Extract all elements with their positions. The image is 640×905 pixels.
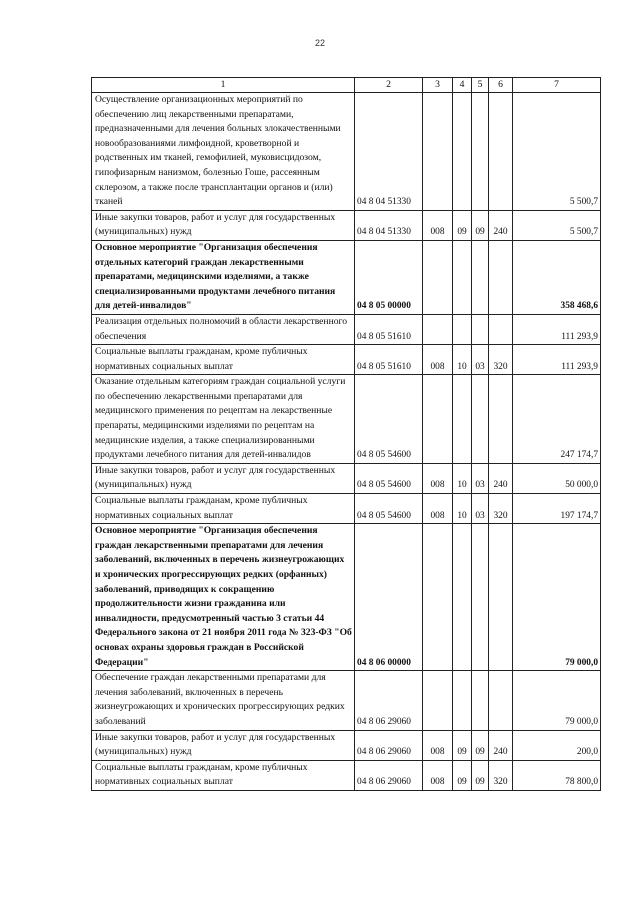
row-amount-cell: 5 500,7 — [513, 210, 601, 240]
row-expense-type-cell — [489, 524, 513, 671]
row-code-cell: 04 8 05 54600 — [355, 463, 423, 493]
row-department-cell — [423, 314, 453, 344]
row-section-cell: 09 — [453, 210, 472, 240]
row-code-cell: 04 8 06 29060 — [355, 760, 423, 790]
row-section-cell — [453, 314, 472, 344]
table-row — [92, 494, 601, 524]
table-header-row — [92, 78, 601, 93]
row-subsection-cell — [472, 240, 489, 314]
row-subsection-cell: 09 — [472, 210, 489, 240]
row-subsection-cell: 03 — [472, 463, 489, 493]
table-row — [92, 240, 601, 314]
row-department-cell — [423, 93, 453, 211]
row-code-cell: 04 8 05 54600 — [355, 494, 423, 524]
row-subsection-cell — [472, 314, 489, 344]
row-subsection-cell: 03 — [472, 494, 489, 524]
row-expense-type-cell — [489, 375, 513, 464]
row-name-cell: Иные закупки товаров, работ и услуг для государственных (муниципальных) нужд — [92, 463, 355, 493]
row-section-cell: 10 — [453, 345, 472, 375]
row-name-cell: Социальные выплаты гражданам, кроме публичных нормативных социальных выплат — [92, 760, 355, 790]
row-code-cell: 04 8 04 51330 — [355, 93, 423, 211]
row-expense-type-cell: 320 — [489, 345, 513, 375]
row-code-cell: 04 8 05 00000 — [355, 240, 423, 314]
row-department-cell — [423, 375, 453, 464]
header-cell-4: 4 — [453, 78, 472, 93]
header-cell-7: 7 — [513, 78, 601, 93]
row-name-cell: Реализация отдельных полномочий в области лекарственного обеспечения — [92, 314, 355, 344]
row-code-cell: 04 8 06 29060 — [355, 671, 423, 730]
row-expense-type-cell — [489, 240, 513, 314]
row-name-cell: Иные закупки товаров, работ и услуг для государственных (муниципальных) нужд — [92, 730, 355, 760]
table-row — [92, 730, 601, 760]
header-cell-6: 6 — [489, 78, 513, 93]
row-expense-type-cell — [489, 93, 513, 211]
row-code-cell: 04 8 05 51610 — [355, 314, 423, 344]
row-name-cell: Социальные выплаты гражданам, кроме публичных нормативных социальных выплат — [92, 345, 355, 375]
row-department-cell: 008 — [423, 730, 453, 760]
header-cell-1: 1 — [92, 78, 355, 93]
row-subsection-cell: 09 — [472, 730, 489, 760]
row-section-cell — [453, 93, 472, 211]
row-department-cell: 008 — [423, 345, 453, 375]
row-expense-type-cell: 320 — [489, 760, 513, 790]
table-row — [92, 760, 601, 790]
row-code-cell: 04 8 05 54600 — [355, 375, 423, 464]
row-section-cell: 09 — [453, 730, 472, 760]
table-body — [92, 78, 601, 791]
row-subsection-cell — [472, 671, 489, 730]
row-name-cell: Иные закупки товаров, работ и услуг для государственных (муниципальных) нужд — [92, 210, 355, 240]
row-amount-cell: 79 000,0 — [513, 671, 601, 730]
row-name-cell: Основное мероприятие "Организация обеспечения граждан лекарственными препаратами для лечения заболеваний, включенных в перечень жизнеугрожающих и хронических прогрессирующих редких (орфанных) заболеваний, приводящих к сокращению продолжительности жизни гражданина или инвалидности, предусмотренный частью 3 статьи 44 Федерального закона от 21 ноября 2011 года № 323-ФЗ "Об основах охраны здоровья граждан в Российской Федерации" — [92, 524, 355, 671]
row-code-cell: 04 8 06 00000 — [355, 524, 423, 671]
row-name-cell: Основное мероприятие "Организация обеспечения отдельных категорий граждан лекарственными препаратами, медицинскими изделиями, а также специализированными продуктами лечебного питания для детей-инвалидов" — [92, 240, 355, 314]
row-section-cell: 10 — [453, 494, 472, 524]
row-subsection-cell — [472, 93, 489, 211]
row-amount-cell: 197 174,7 — [513, 494, 601, 524]
table-row — [92, 524, 601, 671]
row-department-cell: 008 — [423, 463, 453, 493]
row-name-cell: Осуществление организационных мероприятий по обеспечению лиц лекарственными препаратами, предназначенными для лечения больных злокачественными новообразованиями лимфоидной, кроветворной и родственных им тканей, гемофилией, муковисцидозом, гипофизарным нанизмом, болезнью Гоше, рассеянным склерозом, а также после трансплантации органов и (или) тканей — [92, 93, 355, 211]
row-expense-type-cell — [489, 671, 513, 730]
row-expense-type-cell: 240 — [489, 730, 513, 760]
budget-table — [91, 77, 601, 791]
row-amount-cell: 79 000,0 — [513, 524, 601, 671]
header-cell-3: 3 — [423, 78, 453, 93]
row-amount-cell: 200,0 — [513, 730, 601, 760]
row-subsection-cell: 03 — [472, 345, 489, 375]
row-department-cell — [423, 524, 453, 671]
row-subsection-cell — [472, 524, 489, 671]
row-amount-cell: 78 800,0 — [513, 760, 601, 790]
header-cell-2: 2 — [355, 78, 423, 93]
table-row — [92, 345, 601, 375]
row-section-cell — [453, 375, 472, 464]
row-department-cell: 008 — [423, 494, 453, 524]
row-section-cell: 09 — [453, 760, 472, 790]
row-amount-cell: 247 174,7 — [513, 375, 601, 464]
row-code-cell: 04 8 05 51610 — [355, 345, 423, 375]
page-number: 22 — [314, 38, 325, 48]
table-row — [92, 375, 601, 464]
table-row — [92, 93, 601, 211]
row-name-cell: Оказание отдельным категориям граждан социальной услуги по обеспечению лекарственными препаратами для медицинского применения по рецептам на лекарственные препараты, медицинскими изделиями по рецептам на медицинские изделия, а также специализированными продуктами лечебного питания для детей-инвалидов — [92, 375, 355, 464]
table-row — [92, 671, 601, 730]
row-code-cell: 04 8 04 51330 — [355, 210, 423, 240]
row-expense-type-cell: 320 — [489, 494, 513, 524]
row-amount-cell: 50 000,0 — [513, 463, 601, 493]
row-section-cell — [453, 671, 472, 730]
row-department-cell: 008 — [423, 760, 453, 790]
row-amount-cell: 358 468,6 — [513, 240, 601, 314]
row-expense-type-cell: 240 — [489, 463, 513, 493]
row-department-cell — [423, 240, 453, 314]
row-amount-cell: 111 293,9 — [513, 345, 601, 375]
row-section-cell — [453, 524, 472, 671]
row-section-cell: 10 — [453, 463, 472, 493]
table-row — [92, 210, 601, 240]
table-row — [92, 314, 601, 344]
header-cell-5: 5 — [472, 78, 489, 93]
row-department-cell — [423, 671, 453, 730]
row-amount-cell: 5 500,7 — [513, 93, 601, 211]
row-name-cell: Социальные выплаты гражданам, кроме публичных нормативных социальных выплат — [92, 494, 355, 524]
row-amount-cell: 111 293,9 — [513, 314, 601, 344]
row-section-cell — [453, 240, 472, 314]
table-row — [92, 463, 601, 493]
row-expense-type-cell: 240 — [489, 210, 513, 240]
row-expense-type-cell — [489, 314, 513, 344]
row-name-cell: Обеспечение граждан лекарственными препаратами для лечения заболеваний, включенных в перечень жизнеугрожающих и хронических прогрессирующих редких заболеваний — [92, 671, 355, 730]
row-department-cell: 008 — [423, 210, 453, 240]
row-code-cell: 04 8 06 29060 — [355, 730, 423, 760]
row-subsection-cell: 09 — [472, 760, 489, 790]
row-subsection-cell — [472, 375, 489, 464]
